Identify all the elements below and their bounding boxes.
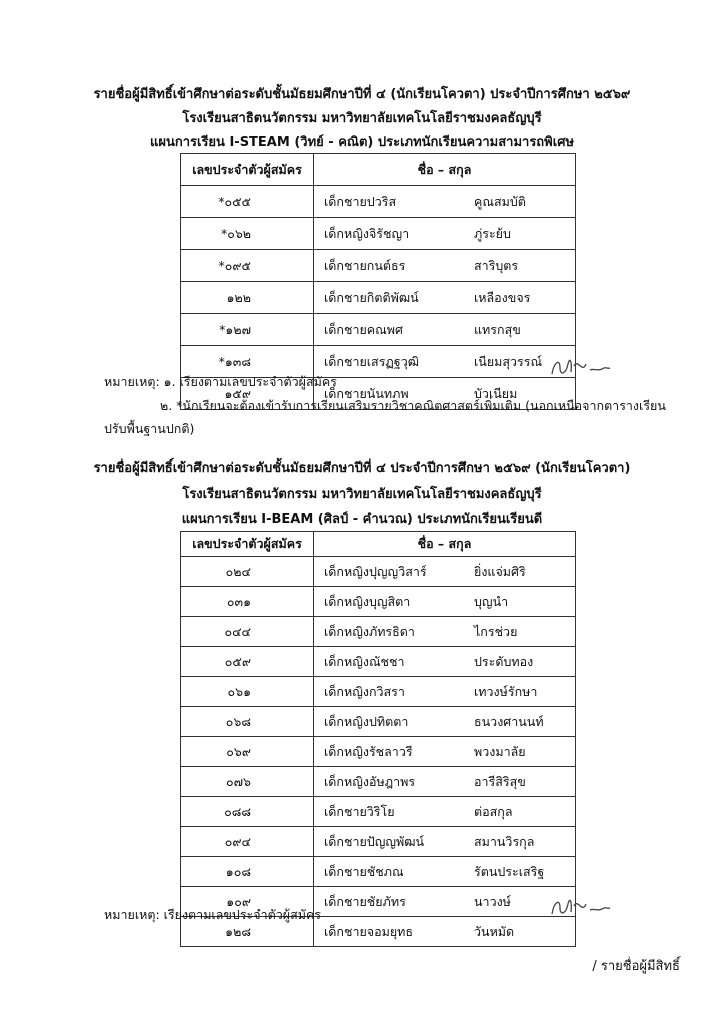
- applicant-surname: แทรกสุข: [474, 321, 521, 337]
- column-header-name: ชื่อ – สกุล: [314, 532, 576, 557]
- applicant-first-name: เด็กชายชัยภัทร: [324, 893, 406, 909]
- applicant-id: ๐๔๔: [181, 617, 314, 647]
- applicant-id: ๑๒๒: [181, 282, 314, 314]
- section1-title-line1: รายชื่อผู้มีสิทธิ์เข้าศึกษาต่อระดับชั้นมัธยมศึกษาปีที่ ๔ (นักเรียนโควตา) ประจำปีการศึกษา ๒๕๖๙: [93, 87, 631, 102]
- table-row: [181, 737, 576, 767]
- table-row: [181, 647, 576, 677]
- applicant-first-name: เด็กชายเสรฏฐวุฒิ: [324, 353, 420, 369]
- applicant-first-name: เด็กชายคณพศ: [324, 321, 403, 337]
- applicant-first-name: เด็กหญิงภัทรธิดา: [324, 623, 415, 639]
- applicant-surname: ยิ่งแจ่มศิริ: [474, 563, 526, 579]
- applicant-fullname: [314, 707, 576, 737]
- applicant-surname: ต่อสกุล: [474, 803, 513, 819]
- applicant-first-name: เด็กชายกนต์ธร: [324, 257, 406, 273]
- applicant-id: ๑๒๘: [181, 917, 314, 947]
- applicant-id: *๐๕๕: [181, 186, 314, 218]
- applicant-surname: พวงมาลัย: [474, 743, 526, 759]
- applicant-id: ๐๙๔: [181, 827, 314, 857]
- applicant-fullname: [314, 737, 576, 767]
- applicant-first-name: เด็กหญิงปุญญวิสาร์: [324, 563, 427, 579]
- column-header-name: ชื่อ – สกุล: [314, 154, 576, 186]
- applicant-fullname: [314, 218, 576, 250]
- applicant-fullname: [314, 767, 576, 797]
- applicant-fullname: [314, 314, 576, 346]
- applicant-first-name: เด็กหญิงกวิสรา: [324, 683, 405, 699]
- table-row: [181, 797, 576, 827]
- section1-table: [180, 153, 576, 410]
- applicant-first-name: เด็กหญิงปทิตตา: [324, 713, 409, 729]
- column-header-id: เลขประจำตัวผู้สมัคร: [181, 532, 314, 557]
- applicant-fullname: [314, 250, 576, 282]
- applicant-surname: เทวงษ์รักษา: [474, 683, 538, 699]
- applicant-first-name: เด็กชายจอมยุทธ: [324, 923, 414, 939]
- table-row: [181, 767, 576, 797]
- table-header-row: [181, 154, 576, 186]
- applicant-id: ๐๖๘: [181, 707, 314, 737]
- applicant-surname: อารีสิริสุข: [474, 773, 526, 789]
- applicant-first-name: เด็กหญิงจิรัชญา: [324, 225, 410, 241]
- applicant-id: *๐๖๒: [181, 218, 314, 250]
- section1-note-line1: หมายเหตุ: ๑. เรียงตามเลขประจำตัวผู้สมัคร: [104, 374, 337, 389]
- table-row: [181, 707, 576, 737]
- applicant-first-name: เด็กหญิงอัษฎาพร: [324, 773, 416, 789]
- applicant-surname: บุญนำ: [474, 593, 509, 609]
- applicant-id: ๐๒๔: [181, 557, 314, 587]
- applicant-surname: เนียมสุวรรณ์: [474, 353, 543, 369]
- table-row: [181, 250, 576, 282]
- applicant-id: *๑๒๗: [181, 314, 314, 346]
- section2-title-line3: แผนการเรียน I-BEAM (ศิลป์ - คำนวณ) ประเภทนักเรียนเรียนดี: [181, 512, 543, 527]
- applicant-first-name: เด็กหญิงรัชลาวรี: [324, 743, 413, 759]
- applicant-id: ๐๖๙: [181, 737, 314, 767]
- applicant-fullname: [314, 917, 576, 947]
- section1-title-line2: โรงเรียนสาธิตนวัตกรรม มหาวิทยาลัยเทคโนโลยีราชมงคลธัญบุรี: [182, 111, 542, 126]
- applicant-surname: ไกรช่วย: [474, 623, 518, 639]
- applicant-first-name: เด็กหญิงณัชชา: [324, 653, 405, 669]
- applicant-surname: ภู่ระย้บ: [474, 225, 511, 241]
- applicant-fullname: [314, 587, 576, 617]
- table-row: [181, 617, 576, 647]
- table-row: [181, 557, 576, 587]
- table-row: [181, 677, 576, 707]
- section2-title-line2: โรงเรียนสาธิตนวัตกรรม มหาวิทยาลัยเทคโนโลยีราชมงคลธัญบุรี: [182, 487, 542, 502]
- applicant-first-name: เด็กชายปัญญพัฒน์: [324, 833, 425, 849]
- table-header-row: [181, 532, 576, 557]
- applicant-id: ๐๖๑: [181, 677, 314, 707]
- table-row: [181, 587, 576, 617]
- applicant-id: ๐๘๘: [181, 797, 314, 827]
- applicant-surname: คูณสมบัติ: [474, 193, 526, 209]
- table-row: [181, 857, 576, 887]
- section1-note-line3: ปรับพื้นฐานปกติ): [104, 421, 195, 436]
- applicant-id: ๑๐๙: [181, 887, 314, 917]
- applicant-surname: สมานวิรกุล: [474, 833, 535, 849]
- applicant-fullname: [314, 887, 576, 917]
- applicant-surname: สาริบุตร: [474, 257, 519, 273]
- applicant-fullname: [314, 346, 576, 378]
- applicant-surname: ประดับทอง: [474, 653, 534, 669]
- column-header-id: เลขประจำตัวผู้สมัคร: [181, 154, 314, 186]
- signature-1: [548, 352, 614, 382]
- section1-note-line2: ๒. *นักเรียนจะต้องเข้ารับการเรียนเสริมรายวิชาคณิตศาสตร์เพิ่มเติม (นอกเหนือจากตารางเรียน: [160, 398, 666, 413]
- applicant-id: *๐๙๕: [181, 250, 314, 282]
- applicant-fullname: [314, 647, 576, 677]
- applicant-fullname: [314, 617, 576, 647]
- applicant-fullname: [314, 557, 576, 587]
- applicant-fullname: [314, 282, 576, 314]
- applicant-fullname: [314, 827, 576, 857]
- applicant-first-name: เด็กชายกิตติพัฒน์: [324, 289, 419, 305]
- applicant-first-name: เด็กชายวิริโย: [324, 803, 395, 819]
- applicant-surname: รัตนประเสริฐ: [474, 863, 545, 879]
- table-row: [181, 827, 576, 857]
- applicant-id: ๑๐๘: [181, 857, 314, 887]
- signature-2: [548, 892, 614, 922]
- applicant-surname: นาวงษ์: [474, 893, 511, 909]
- table-row: [181, 218, 576, 250]
- applicant-first-name: เด็กชายชัชภณ: [324, 863, 404, 879]
- applicant-id: ๐๕๙: [181, 647, 314, 677]
- section2-title-line1: รายชื่อผู้มีสิทธิ์เข้าศึกษาต่อระดับชั้นมัธยมศึกษาปีที่ ๔ ประจำปีการศึกษา ๒๕๖๙ (นักเรียนโควตา): [93, 461, 631, 476]
- table-row: [181, 186, 576, 218]
- applicant-id: ๐๗๖: [181, 767, 314, 797]
- applicant-fullname: [314, 797, 576, 827]
- applicant-surname: วันหมัด: [474, 923, 515, 939]
- applicant-surname: บัวเนียม: [474, 385, 518, 401]
- applicant-surname: เหลืองขจร: [474, 289, 531, 305]
- table-row: [181, 282, 576, 314]
- applicant-fullname: [314, 186, 576, 218]
- applicant-fullname: [314, 677, 576, 707]
- applicant-id: *๑๓๘: [181, 346, 314, 378]
- applicant-id: ๑๕๙: [181, 378, 314, 410]
- applicant-fullname: [314, 857, 576, 887]
- applicant-first-name: เด็กหญิงบุญสิตา: [324, 593, 411, 609]
- applicant-surname: ธนวงศานนท์: [474, 713, 544, 729]
- table-row: [181, 314, 576, 346]
- applicant-first-name: เด็กชายปวริส: [324, 193, 397, 209]
- applicant-id: ๐๓๑: [181, 587, 314, 617]
- page-footer: / รายชื่อผู้มีสิทธิ์: [592, 959, 680, 974]
- section2-note-line1: หมายเหตุ: เรียงตามเลขประจำตัวผู้สมัคร: [104, 907, 322, 922]
- applicant-first-name: เด็กชายนันทภพ: [324, 385, 409, 401]
- section2-table: [180, 531, 576, 947]
- section2-table-body: [181, 557, 576, 947]
- section1-title-line3: แผนการเรียน I-STEAM (วิทย์ - คณิต) ประเภทนักเรียนความสามารถพิเศษ: [149, 135, 575, 150]
